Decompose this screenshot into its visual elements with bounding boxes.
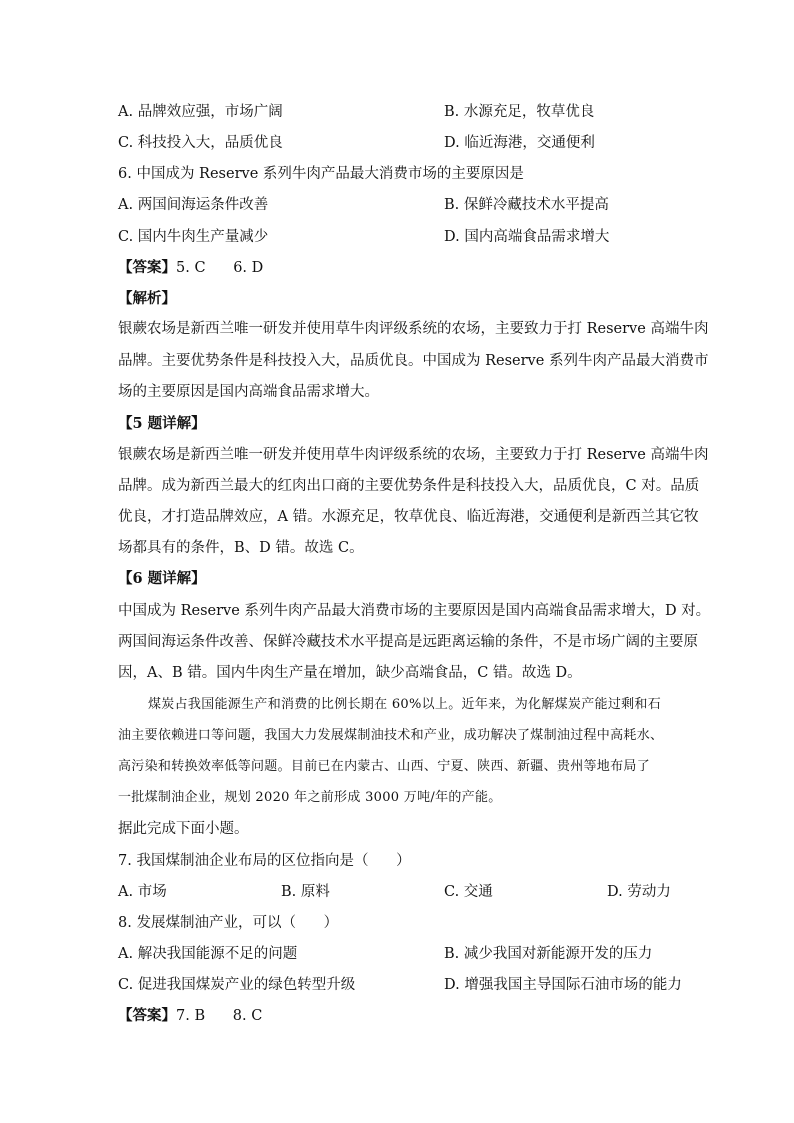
q5-option-d: D. 临近海港，交通便利 xyxy=(444,135,595,151)
q7-option-a: A. 市场 xyxy=(118,884,167,900)
q8-option-c: C. 促进我国煤炭产业的绿色转型升级 xyxy=(118,977,356,993)
q6-stem: 6. 中国成为 Reserve 系列牛肉产品最大消费市场的主要原因是 xyxy=(118,166,524,182)
analysis-line: 场的主要原因是国内高端食品需求增大。 xyxy=(118,384,379,400)
q5-option-c: C. 科技投入大，品质优良 xyxy=(118,135,283,151)
q5-option-a: A. 品牌效应强，市场广阔 xyxy=(118,104,283,120)
q6-option-c: C. 国内牛肉生产量减少 xyxy=(118,229,269,245)
answer-text: 7. B 8. C xyxy=(176,1008,263,1024)
passage-line: 油主要依赖进口等问题，我国大力发展煤制油技术和产业，成功解决了煤制油过程中高耗水、 xyxy=(118,728,664,743)
detail5-line: 场都具有的条件，B、D 错。故选 C。 xyxy=(118,540,364,556)
detail6-line: 中国成为 Reserve 系列牛肉产品最大消费市场的主要原因是国内高端食品需求增大，D 对。 xyxy=(118,603,711,619)
analysis-line: 品牌。主要优势条件是科技投入大，品质优良。中国成为 Reserve 系列牛肉产品最大消费市 xyxy=(118,353,709,369)
passage-line: 一批煤制油企业，规划 2020 年之前形成 3000 万吨/年的产能。 xyxy=(118,790,502,805)
passage-line: 煤炭占我国能源生产和消费的比例长期在 60%以上。近年来，为化解煤炭产能过剩和石 xyxy=(148,697,662,712)
answer-block-2 xyxy=(118,1006,262,1026)
detail6-tag: 【6 题详解】 xyxy=(118,570,206,587)
detail5-line: 优良，才打造品牌效应，A 错。水源充足，牧草优良、临近海港，交通便利是新西兰其它牧 xyxy=(118,509,699,525)
q7-option-d: D. 劳动力 xyxy=(607,884,671,900)
q8-option-a: A. 解决我国能源不足的问题 xyxy=(118,946,298,962)
q7-option-b: B. 原料 xyxy=(281,884,330,900)
q8-option-d: D. 增强我国主导国际石油市场的能力 xyxy=(444,977,682,993)
q6-option-b: B. 保鲜冷藏技术水平提高 xyxy=(444,197,609,213)
answer-text: 5. C 6. D xyxy=(176,260,264,276)
detail6-line: 因，A、B 错。国内牛肉生产量在增加，缺少高端食品，C 错。故选 D。 xyxy=(118,665,582,681)
answer-tag: 【答案】 xyxy=(118,259,176,276)
answer-block-1 xyxy=(118,258,263,278)
answer-tag: 【答案】 xyxy=(118,1007,176,1024)
analysis-tag: 【解析】 xyxy=(118,290,176,307)
passage-line: 高污染和转换效率低等问题。目前已在内蒙古、山西、宁夏、陕西、新疆、贵州等地布局了 xyxy=(118,759,651,774)
detail5-line: 银蕨农场是新西兰唯一研发并使用草牛肉评级系统的农场，主要致力于打 Reserve 高端牛肉 xyxy=(118,447,709,463)
analysis-line: 银蕨农场是新西兰唯一研发并使用草牛肉评级系统的农场，主要致力于打 Reserve 高端牛肉 xyxy=(118,321,709,337)
passage-prompt: 据此完成下面小题。 xyxy=(118,821,249,837)
q8-option-b: B. 减少我国对新能源开发的压力 xyxy=(444,946,653,962)
q8-stem: 8. 发展煤制油产业，可以（ ） xyxy=(118,915,339,931)
q7-option-c: C. 交通 xyxy=(444,884,493,900)
q5-option-b: B. 水源充足，牧草优良 xyxy=(444,104,595,120)
detail5-tag: 【5 题详解】 xyxy=(118,415,206,432)
q6-option-d: D. 国内高端食品需求增大 xyxy=(444,229,610,245)
q6-option-a: A. 两国间海运条件改善 xyxy=(118,197,269,213)
q7-stem: 7. 我国煤制油企业布局的区位指向是（ ） xyxy=(118,853,411,869)
detail5-line: 品牌。成为新西兰最大的红肉出口商的主要优势条件是科技投入大，品质优良，C 对。品质 xyxy=(118,478,700,494)
detail6-line: 两国间海运条件改善、保鲜冷藏技术水平提高是远距离运输的条件，不是市场广阔的主要原 xyxy=(118,634,698,650)
